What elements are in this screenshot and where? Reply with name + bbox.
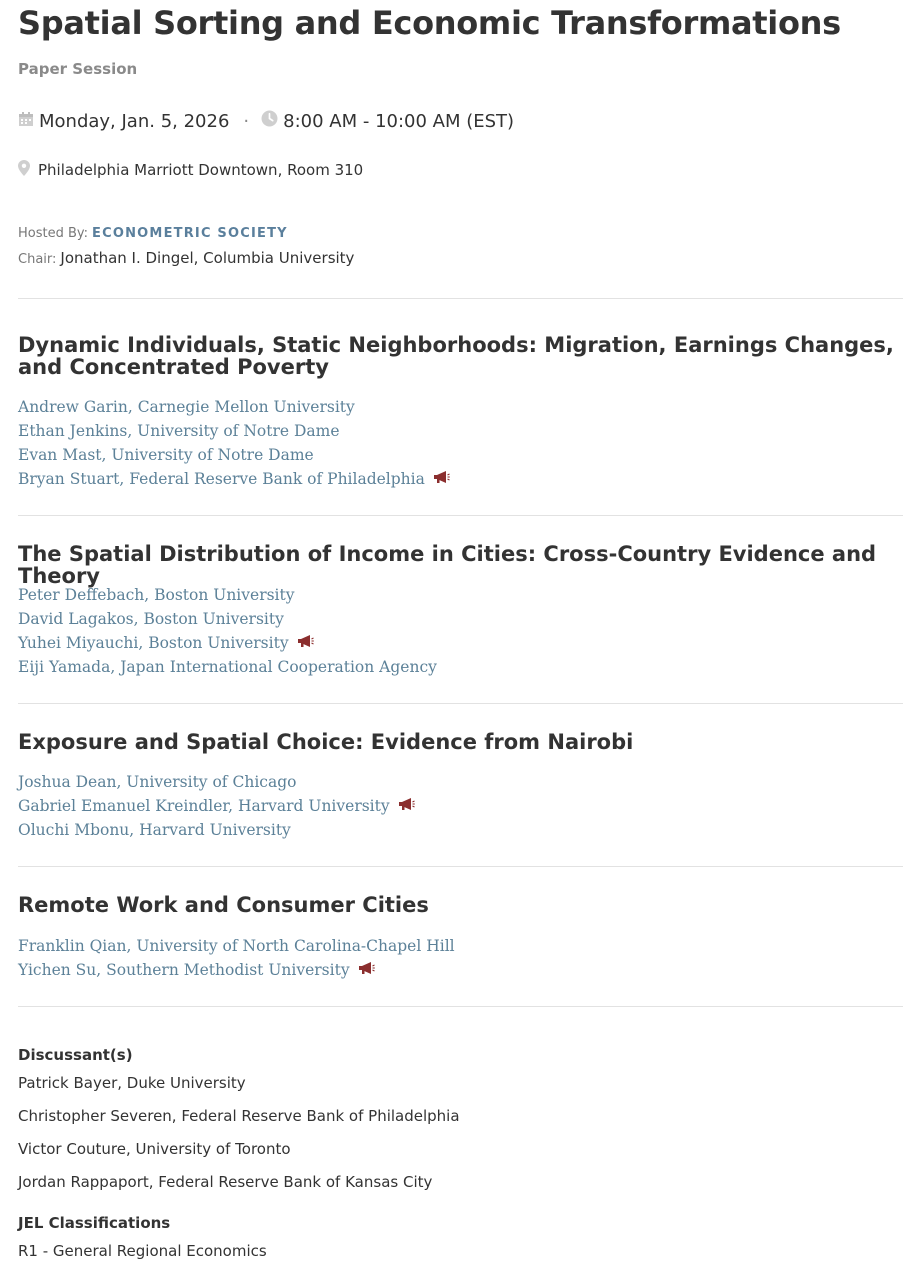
chair [18, 249, 354, 267]
paper-authors [18, 934, 455, 982]
author-link[interactable]: Peter Deffebach, Boston University [18, 586, 295, 604]
author-link[interactable]: Gabriel Emanuel Kreindler, Harvard University [18, 794, 415, 818]
divider [18, 866, 903, 867]
megaphone-icon [432, 467, 450, 491]
date-time-row [18, 110, 514, 132]
chair-name: Jonathan I. Dingel, Columbia University [60, 249, 355, 267]
paper-authors [18, 770, 415, 842]
divider [18, 1006, 903, 1007]
author-link[interactable]: Joshua Dean, University of Chicago [18, 773, 297, 791]
calendar-icon [18, 111, 34, 132]
location-row [18, 160, 363, 180]
divider [18, 703, 903, 704]
session-date: Monday, Jan. 5, 2026 [39, 110, 230, 132]
author-link[interactable]: Bryan Stuart, Federal Reserve Bank of Philadelphia [18, 467, 450, 491]
session-location: Philadelphia Marriott Downtown, Room 310 [38, 161, 364, 179]
discussant: Patrick Bayer, Duke University [18, 1074, 246, 1092]
discussant: Victor Couture, University of Toronto [18, 1140, 291, 1158]
paper-authors [18, 395, 450, 491]
paper-title: The Spatial Distribution of Income in Cities: Cross-Country Evidence and Theory [18, 542, 877, 588]
jel-classification: R1 - General Regional Economics [18, 1242, 267, 1260]
hosted-by-link[interactable]: ECONOMETRIC SOCIETY [92, 226, 288, 241]
hosted-by-label: Hosted By: [18, 226, 89, 241]
clock-icon [261, 110, 278, 132]
author-link[interactable]: Evan Mast, University of Notre Dame [18, 446, 314, 464]
author-link[interactable]: Ethan Jenkins, University of Notre Dame [18, 422, 340, 440]
page-title: Spatial Sorting and Economic Transformations [18, 4, 841, 42]
discussant: Jordan Rappaport, Federal Reserve Bank of Kansas City [18, 1173, 433, 1191]
megaphone-icon [357, 958, 375, 982]
discussants-list [18, 1073, 460, 1205]
divider [18, 515, 903, 516]
divider [18, 298, 903, 299]
discussant: Christopher Severen, Federal Reserve Bank of Philadelphia [18, 1107, 460, 1125]
paper-title: Remote Work and Consumer Cities [18, 893, 429, 917]
author-link[interactable]: Yichen Su, Southern Methodist University [18, 958, 455, 982]
chair-label: Chair: [18, 252, 57, 267]
megaphone-icon [397, 794, 415, 818]
session-type: Paper Session [18, 60, 138, 78]
author-link[interactable]: Eiji Yamada, Japan International Cooperation Agency [18, 658, 437, 676]
paper-authors [18, 583, 437, 679]
author-link[interactable]: Franklin Qian, University of North Carolina-Chapel Hill [18, 937, 455, 955]
paper-title: Exposure and Spatial Choice: Evidence from Nairobi [18, 730, 634, 754]
discussants-heading: Discussant(s) [18, 1046, 133, 1064]
jel-heading: JEL Classifications [18, 1214, 171, 1232]
author-link[interactable]: Oluchi Mbonu, Harvard University [18, 821, 291, 839]
hosted-by [18, 226, 288, 241]
author-link[interactable]: David Lagakos, Boston University [18, 610, 284, 628]
author-link[interactable]: Andrew Garin, Carnegie Mellon University [18, 398, 355, 416]
author-link[interactable]: Yuhei Miyauchi, Boston University [18, 631, 437, 655]
date-time-separator: · [243, 110, 250, 132]
megaphone-icon [296, 631, 314, 655]
map-pin-icon [18, 160, 30, 180]
paper-title: Dynamic Individuals, Static Neighborhoods: Migration, Earnings Changes, and Concentrated Poverty [18, 333, 894, 379]
session-time: 8:00 AM - 10:00 AM (EST) [283, 110, 515, 132]
